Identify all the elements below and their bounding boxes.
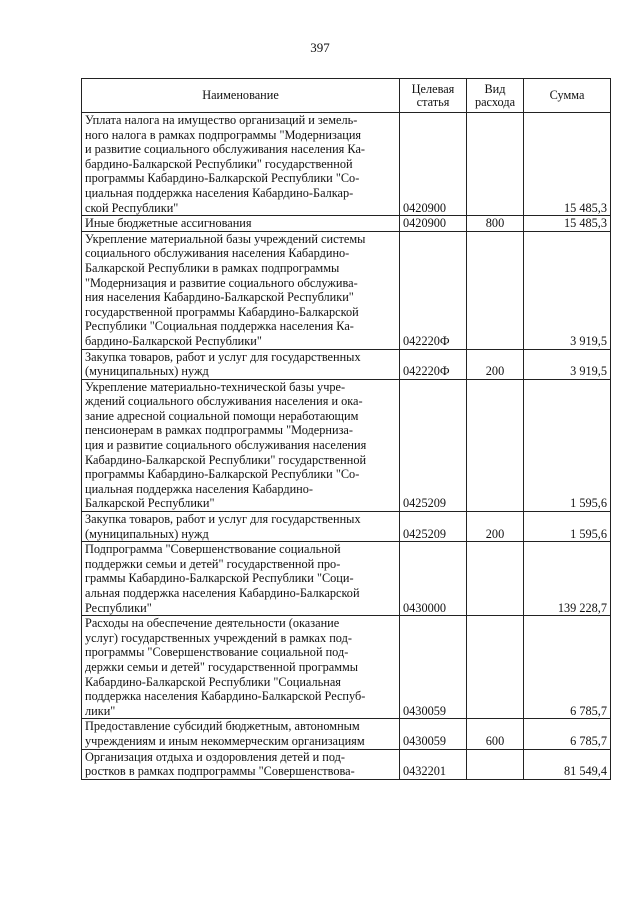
row-expense-type: 800: [467, 216, 524, 232]
row-name: [82, 349, 400, 379]
table-row: [82, 113, 611, 216]
row-sum: 81 549,4: [524, 749, 611, 779]
row-name-line: программы "Совершенствование социальной под-: [85, 645, 349, 660]
row-name-line: ждений социального обслуживания населения и ока-: [85, 394, 363, 409]
header-sum: Сумма: [524, 79, 611, 113]
row-name: [82, 512, 400, 542]
row-name-line: ного налога в рамках подпрограммы "Модернизация: [85, 127, 362, 142]
row-name-line: государственной программы Кабардино-Балкарской: [85, 304, 359, 319]
row-name: [82, 216, 400, 232]
row-name-line: (муниципальных) нужд: [85, 526, 209, 541]
row-name-line: Уплата налога на имущество организаций и земель-: [85, 113, 358, 127]
row-expense-type: [467, 113, 524, 216]
row-name-line: бардино-Балкарской Республики" государственной: [85, 156, 353, 171]
row-expense-type: 200: [467, 512, 524, 542]
row-expense-type: [467, 379, 524, 511]
row-name-line: Иные бюджетные ассигнования: [85, 216, 252, 231]
row-name-line: "Модернизация и развитие социального обслужива-: [85, 275, 358, 290]
row-sum: 6 785,7: [524, 719, 611, 749]
row-target-article: 042220Ф: [400, 349, 467, 379]
row-sum: 3 919,5: [524, 349, 611, 379]
row-name-line: ция и развитие социального обслуживания населения: [85, 438, 367, 453]
row-name-line: учреждениям и иным некоммерческим организациям: [85, 733, 365, 748]
row-target-article: 0430059: [400, 616, 467, 719]
table-row: [82, 719, 611, 749]
row-name-line: Укрепление материально-технической базы учре-: [85, 379, 346, 394]
header-name: Наименование: [82, 79, 400, 113]
row-name-line: граммы Кабардино-Балкарской Республики "Соци-: [85, 571, 354, 586]
row-name-line: поддержки семьи и детей" государственной про-: [85, 556, 341, 571]
row-target-article: 0430000: [400, 542, 467, 616]
row-name-line: Укрепление материальной базы учреждений системы: [85, 231, 366, 246]
header-target-article: Целевая статья: [400, 79, 467, 113]
table-header-row: [82, 79, 611, 113]
table-row: [82, 216, 611, 232]
row-name-line: ской Республики": [85, 200, 179, 215]
table-row: [82, 542, 611, 616]
row-name-line: (муниципальных) нужд: [85, 364, 209, 379]
row-sum: 3 919,5: [524, 231, 611, 349]
row-name-line: Организация отдыха и оздоровления детей и под-: [85, 749, 345, 764]
row-name-line: поддержка населения Кабардино-Балкарской Респуб-: [85, 689, 366, 704]
row-name-line: пенсионерам в рамках подпрограммы "Модерниза-: [85, 423, 353, 438]
row-expense-type: 600: [467, 719, 524, 749]
row-expense-type: [467, 542, 524, 616]
row-name-line: зание адресной социальной помощи неработающим: [85, 408, 359, 423]
row-name-line: социального обслуживания населения Кабардино-: [85, 246, 350, 261]
table-row: [82, 616, 611, 719]
row-target-article: 0425209: [400, 379, 467, 511]
row-sum: 6 785,7: [524, 616, 611, 719]
row-name-line: лики": [85, 703, 116, 718]
row-name-line: Расходы на обеспечение деятельности (оказание: [85, 616, 340, 631]
row-target-article: 042220Ф: [400, 231, 467, 349]
page-number: 397: [310, 40, 330, 55]
row-name: [82, 719, 400, 749]
row-name-line: Балкарской Республики": [85, 496, 215, 511]
row-name-line: Балкарской Республики в рамках подпрограммы: [85, 260, 340, 275]
row-name-line: циальная поддержка населения Кабардино-: [85, 481, 314, 496]
row-sum: 139 228,7: [524, 542, 611, 616]
row-expense-type: [467, 616, 524, 719]
header-expense-type: Вид расхода: [467, 79, 524, 113]
row-name-line: Подпрограмма "Совершенствование социальной: [85, 542, 341, 557]
row-sum: 15 485,3: [524, 216, 611, 232]
row-name-line: Закупка товаров, работ и услуг для государственных: [85, 512, 361, 527]
row-name-line: циальная поддержка населения Кабардино-Балкар-: [85, 185, 354, 200]
table-row: [82, 512, 611, 542]
row-target-article: 0425209: [400, 512, 467, 542]
row-sum: 1 595,6: [524, 379, 611, 511]
table-row: [82, 379, 611, 511]
row-expense-type: [467, 749, 524, 779]
row-expense-type: [467, 231, 524, 349]
row-sum: 15 485,3: [524, 113, 611, 216]
row-name-line: альная поддержка населения Кабардино-Балкарской: [85, 586, 360, 600]
table-row: [82, 231, 611, 349]
table-row: [82, 349, 611, 379]
row-name-line: ростков в рамках подпрограммы "Совершенствова-: [85, 764, 355, 779]
row-name: [82, 231, 400, 349]
row-target-article: 0430059: [400, 719, 467, 749]
row-name-line: Кабардино-Балкарской Республики" государственной: [85, 452, 367, 467]
row-name: [82, 542, 400, 616]
row-name-line: Кабардино-Балкарской Республики "Социальная: [85, 674, 341, 689]
row-sum: 1 595,6: [524, 512, 611, 542]
row-name: [82, 616, 400, 719]
row-target-article: 0420900: [400, 113, 467, 216]
row-target-article: 0420900: [400, 216, 467, 232]
row-name-line: и развитие социального обслуживания населения Ка-: [85, 142, 366, 157]
row-name-line: программы Кабардино-Балкарской Республики "Со-: [85, 171, 360, 186]
row-name-line: ния населения Кабардино-Балкарской Республики": [85, 290, 354, 305]
row-name-line: услуг) государственных учреждений в рамках под-: [85, 630, 352, 645]
row-expense-type: 200: [467, 349, 524, 379]
row-name-line: Предоставление субсидий бюджетным, автономным: [85, 719, 360, 734]
table-row: [82, 749, 611, 779]
row-name-line: Республики": [85, 600, 152, 615]
budget-table: [81, 78, 611, 780]
row-name-line: держки семьи и детей" государственной программы: [85, 659, 359, 674]
row-name-line: Республики "Социальная поддержка населения Ка-: [85, 319, 354, 334]
row-name: [82, 749, 400, 779]
row-name-line: программы Кабардино-Балкарской Республики "Со-: [85, 467, 360, 482]
row-target-article: 0432201: [400, 749, 467, 779]
row-name-line: бардино-Балкарской Республики": [85, 333, 262, 348]
row-name: [82, 113, 400, 216]
row-name-line: Закупка товаров, работ и услуг для государственных: [85, 349, 361, 364]
row-name: [82, 379, 400, 511]
